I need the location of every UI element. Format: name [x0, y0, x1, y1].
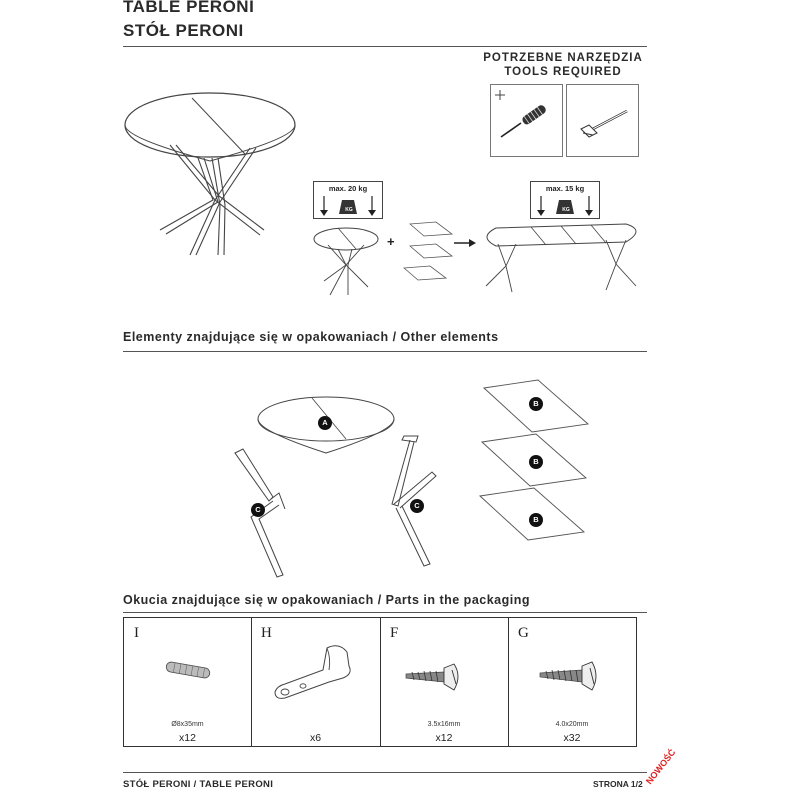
title-pl: STÓŁ PERONI [123, 21, 244, 40]
parts-heading: Okucia znajdujące się w opakowaniach / Parts in the packaging [123, 593, 531, 607]
elements-divider [123, 351, 647, 352]
tool-box-allen-key [566, 84, 639, 157]
dowel-icon [162, 658, 214, 682]
marker-b-1: B [529, 397, 543, 411]
title-en: TABLE PERONI [123, 0, 255, 16]
part-qty: x6 [309, 732, 322, 744]
part-size: 3.5x16mm [427, 721, 461, 728]
part-qty: x12 [179, 732, 196, 744]
part-size: 4.0x20mm [555, 721, 589, 728]
part-letter: F [390, 625, 399, 641]
part-qty: x12 [435, 732, 453, 744]
weight-arrows-icon [531, 194, 599, 218]
new-badge: NOWOŚĆ [644, 747, 678, 787]
parts-table [123, 617, 637, 747]
leg-part-left [229, 447, 299, 582]
load-max-small: max. 20 kg [328, 184, 368, 193]
part-cell-f [380, 618, 509, 746]
arrow-right-icon [453, 237, 477, 249]
weight-badge: KG [345, 207, 353, 213]
screwdriver-icon [491, 85, 562, 156]
part-qty: x32 [563, 732, 581, 744]
screw-icon [404, 662, 468, 692]
leaves-illustration [400, 218, 460, 288]
marker-b-3: B [529, 513, 543, 527]
plus-sign: + [387, 234, 395, 249]
tool-box-screwdriver [490, 84, 563, 157]
part-letter: I [134, 625, 139, 641]
allen-key-icon [567, 85, 638, 156]
part-size: Ø8x35mm [171, 721, 204, 728]
footer-divider [123, 772, 647, 773]
load-badge-extended [530, 181, 600, 219]
weight-badge: KG [562, 207, 570, 213]
marker-c-left: C [251, 503, 265, 517]
parts-divider [123, 612, 647, 613]
part-cell-i [124, 618, 252, 746]
part-cell-g [508, 618, 636, 746]
header-divider [123, 46, 647, 47]
load-badge-small [313, 181, 383, 219]
elements-heading: Elementy znajdujące się w opakowaniach / Other elements [123, 330, 499, 344]
small-table-illustration [308, 225, 388, 300]
table-illustration [120, 90, 320, 265]
tools-title [470, 51, 656, 79]
part-letter: H [261, 625, 272, 641]
marker-b-2: B [529, 455, 543, 469]
load-max-extended: max. 15 kg [545, 184, 585, 193]
footer-title: STÓŁ PERONI / TABLE PERONI [123, 779, 274, 790]
marker-c-right: C [410, 499, 424, 513]
page-number: STRONA 1/2 [593, 779, 643, 789]
extended-table-illustration [476, 220, 646, 298]
screw-icon [538, 660, 606, 692]
bracket-icon [269, 640, 361, 710]
part-cell-h [251, 618, 381, 746]
marker-a: A [318, 416, 332, 430]
tools-title-en: TOOLS REQUIRED [504, 66, 622, 78]
weight-arrows-icon [314, 194, 382, 218]
tools-title-pl: POTRZEBNE NARZĘDZIA [483, 52, 643, 64]
part-letter: G [518, 625, 529, 641]
